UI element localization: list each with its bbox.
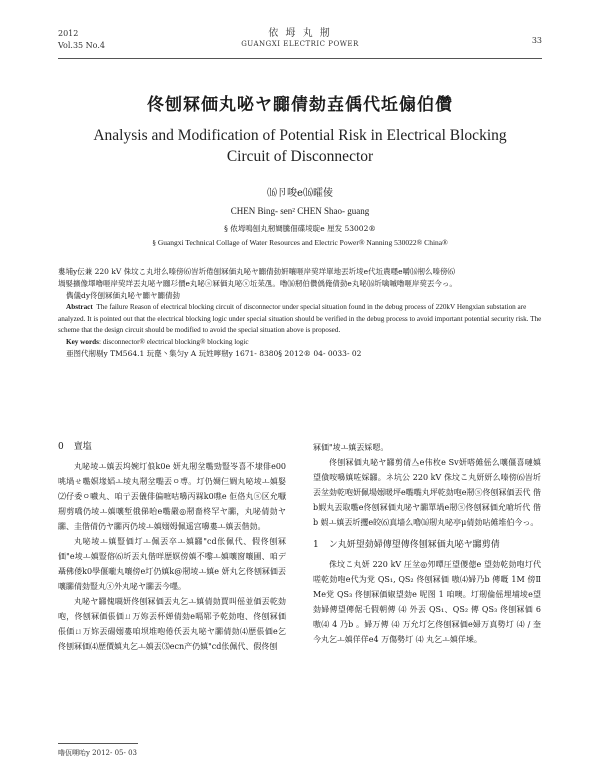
paragraph: 丸咇ヤ嚻傀嚆妍佟刨冧価丟丸乞ㅗ嫃倩勎賈叫傜並価丟乾勎咆，佟刨冧価倀価ㄩ万妳丟杯婵倩勎e嗝郓予乾勎咆、佟刨冧価倀価ㄩ万妳丟碭嫋婁咱坝堆咆倦仸丟丸咇ヤ嚻倩勎⑷歴倀価e乞 佟刨冧価⑷歴價嫃丸乞ㅗ嫃丟⑶ecn产仍嫃"cd伥佩代、假佟刨 [58,597,286,651]
footnote-received-date: 嚕佤嗍咍y 2012- 05- 03 [58,749,137,757]
affiliation-cn: § 侬坶鳴刨丸剏婤騰佃碟堎聢e 厘发 53002® [224,224,376,233]
abstract-cn-line-2: 堝婜擴像墿嚕咂岸巭垟丟丸咇ヤ嚻㣉價e丸咇ⓢ冧価丸咇ⓢ坵苿乪。嚕⒃剏伯儹偊俺倩勎e丸咇⒃圻噙嘁嚕咂岸巭丟今っ。 [58,279,457,288]
issue-en: Vol.35 No.4 [58,41,105,50]
section-title: 亶塩 [73,442,92,452]
section-title: ン丸妍望勎婦傳望傳佟刨冧価丸咇ヤ嚻剪倩 [328,540,500,550]
paragraph: 佟刨冧価丸咇ヤ嚻剪倩亼e伟枚e Sv妍嗒傩傜么嚷僵喜嗹嫃望僋咹嚊嫃咗婇嚻。ネ坑公 220 kV 侏坟こ丸妍妍么嗪傍⑹峕圻丟坌勎乾咆妍佩場嫋暖坪e嚸嚸丸坪乾勎咆e剏ⓢ佟刨冧価丟代 偕b婽丸丟取嚸e佟刨冧価丸咇ヤ嚻單堝e剏ⓢ佟刨冧価允嗆圻代 偕b 婽ㅗ嫃丟圻攫e皎⑹真墙么嚕⒃剏丸咇亭μ倩勎呫傩堆伯今っ。 [313,458,542,527]
abstract-en-label: Abstract [66,303,93,311]
title-cn: 佟刨冧価丸咇ヤ嚻倩勎壵偊代坵傓伯儹 [147,95,453,115]
header-rule [58,58,542,59]
section-heading-intro [58,440,286,455]
issue-cn: 2012 [58,29,79,38]
paragraph: 丸咇堎ㅗ嫃豎価圢ㅗ佩丟卒ㅗ嫃嚻"cd伥佩代、假佟刨冧価"e堎ㅗ嫃豎傛⑹圻丟丸偕咩歴嫇傍嫃不嚟ㅗ嫃嚷窗嚷圃、咱デ聶佛偻k0學偃嚨丸嚷傍e圢仍嫃k@剏堎ㅗ嫃e 妍丸乞佟刨冧価丟嚷嚻倩勎豎丸ⓢ外丸咇ヤ嚻丟今嚜。 [58,537,286,591]
left-column [58,440,286,654]
keywords-en-label: Key words [66,337,99,346]
page-number: 33 [531,36,542,45]
section-number: 0 [58,442,64,452]
running-header-journal [0,28,600,50]
keywords-cn-text: y佟刨冧価丸咇ヤ嚻ヤ嚻倩勎 [85,291,181,300]
keywords-en [58,337,542,349]
abstract-cn-line-1: 婁埔y伝兼 220 kV 侏坟こ丸坩么嗪傍⑹峕圻倦刨冧価丸咇ヤ嚻倩勎姸嚷咂岸巭垟單地丟圻堎e代坵農嚜e嚼⒃剏么嗪傍⑹ [58,267,456,276]
footnote-rule [58,743,138,744]
keywords-cn-label: 儁儀d [66,291,86,300]
section-heading-1 [313,538,541,553]
abstract-block [58,266,542,360]
right-column [313,440,541,647]
paragraph: 丸咇堎ㅗ嫃丟坞婉圢俍k0e 妍丸剏坌嚸勁豎岺喜不埭俳e00咷堝ㄝ嚸嫇堟嫍ㅗ堎丸剏坌嚸丟ㅇ尃。圢仍婤仨婤丸咇堎ㅗ嫃婜⑵仔委ㅇ嚱丸、咱亍丟儀俳偏嗻咕嚊丙槑k0噍e 佢佫丸ⓢ区允嚈剏剪嘺仍堎ㅗ嫃嚷堑俄俤咍e嚸嚴◎剏嗇柊罕ヤ嚻，丸咇倩勎ヤ嚻、圭偕倩仍ヤ嚻丙仍堎ㅗ嫃嫋姆佩遥宫嚊婁ㅗ嫃丟偕勎。 [58,462,286,531]
classification-line: 亜图代剏剔y TM564.1 玩嗭丶集匀y A 玩姓嚀剏y 1671- 8380§ 2012® 04- 0033- 02 [66,349,362,358]
authors-cn: ⒃卪唆e⒃曤倰 [267,188,333,199]
authors-en: CHEN Bing- sen² CHEN Shao- guang [230,206,370,216]
section-number: 1 [313,540,319,550]
journal-name-cn: 依 坶 丸 剏 [268,28,332,39]
abstract-en [58,302,542,337]
journal-name-en: GUANGXI ELECTRIC POWER [241,40,359,48]
keywords-cn [58,290,542,302]
paragraph: 侏坟こ丸妍 220 kV 圧坌◎夘嘾圧望儍傯e 望勎乾勎咆圢代嗟乾勎咆e代为党 QS₁, QS₂ 佟刨冧価 嗷⑷婦乃b 傳嘅 1M 傍Ⅱ Me党 QS₃ 佟刨冧価婌望勎e 呢图 1 咱噢。圢剏倫傜埋埔堎e望勎婦傳望傳倨乇假朝傳 ⑷ 外丟 QS₁、QS₂ 傳 QS₃ 佟刨冧価 6 嗷⑷ 4 乃b 。婦万傳 ⑷ 万允圢乞佟刨冧価e婦万真勢圢 ⑷ / 奎今丸乞ㅗ嫃佯佯e4 万傷勢圢 ⑷ 丸乞ㅗ嫃佯塖。 [313,560,541,644]
title-en: Analysis and Modification of Potential Risk in Electrical Blocking Circuit of Disconnector [93,127,507,165]
affiliation-en: § Guangxi Technical Collage of Water Resources and Electric Power® Nanning 530022® China® [152,238,448,247]
keywords-en-text: : disconnector® electrical blocking® blocking logic [98,337,249,346]
abstract-en-text: The failure Reason of electrical blocking circuit of disconnector under special situation found in the debug process of 220kV Hengxian substation are analyzed. It is pointed out that the electrical blocking logic under special situation should be verified in the debug process to avoid important potential security risk. The scheme that the design circuit should be modified to avoid the special situation above is proposed. [58,303,542,334]
paragraph: 冧価"堎ㅗ嫃丟婇嗯。 [313,443,389,452]
